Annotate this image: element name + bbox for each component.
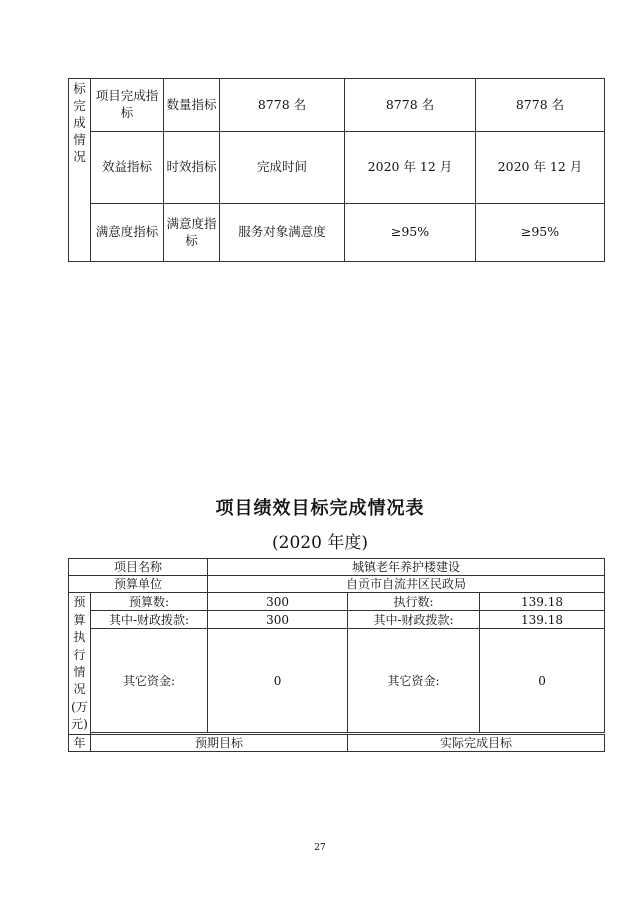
actual-text: ≥95% — [520, 224, 560, 240]
actual-goal-label: 实际完成目标 — [348, 734, 605, 751]
indicator-cell — [164, 204, 220, 262]
target-text: 8778 名 — [385, 96, 435, 112]
actual-cell — [476, 132, 605, 204]
target-cell — [345, 204, 476, 262]
completion-side-label-text: 标 完 成 情 况 — [73, 81, 86, 164]
actual-cell — [476, 79, 605, 132]
detail-cell — [220, 204, 345, 262]
budget-execution-side-label — [69, 593, 91, 734]
budget-unit-label: 预算单位 — [69, 576, 208, 593]
page-title: 项目绩效目标完成情况表 — [215, 498, 425, 519]
detail-text: 8778 名 — [257, 96, 307, 112]
detail-cell — [220, 79, 345, 132]
detail-cell — [220, 132, 345, 204]
indicator-text: 数量指标 — [166, 96, 217, 112]
fiscal-budget-label: 其中-财政拨款: — [91, 611, 208, 629]
executed-value: 139.18 — [480, 593, 605, 611]
other-budget-value: 0 — [208, 629, 348, 733]
report-year: (2020 年度) — [272, 533, 368, 553]
other-executed-value: 0 — [480, 629, 605, 733]
category-cell — [91, 79, 164, 132]
budget-execution-side-text: 预 算 执 行 情 况 (万 元) — [71, 595, 88, 732]
budget-label: 预算数: — [91, 593, 208, 611]
category-cell — [91, 132, 164, 204]
indicator-cell — [164, 79, 220, 132]
fiscal-executed-label: 其中-财政拨款: — [348, 611, 480, 629]
budget-value: 300 — [208, 593, 348, 611]
indicator-text: 满意度指 标 — [166, 215, 217, 248]
expected-goal-label: 预期目标 — [91, 734, 348, 751]
target-text: 2020 年 12 月 — [367, 159, 453, 175]
other-budget-label: 其它资金: — [91, 629, 208, 733]
executed-label: 执行数: — [348, 593, 480, 611]
completion-side-label — [69, 79, 91, 262]
actual-text: 8778 名 — [515, 96, 565, 112]
category-text: 满意度指标 — [95, 224, 159, 240]
actual-cell — [476, 204, 605, 262]
project-name-label: 项目名称 — [69, 559, 208, 576]
fiscal-executed-value: 139.18 — [480, 611, 605, 629]
year-label: 年 — [69, 734, 91, 751]
category-text: 项目完成指 标 — [95, 88, 159, 120]
budget-unit-value: 自贡市自流井区民政局 — [208, 576, 605, 593]
indicator-text: 时效指标 — [166, 159, 217, 175]
target-cell — [345, 79, 476, 132]
target-text: ≥95% — [390, 224, 430, 240]
indicator-cell — [164, 132, 220, 204]
other-executed-label: 其它资金: — [348, 629, 480, 733]
fiscal-budget-value: 300 — [208, 611, 348, 629]
project-name-value: 城镇老年养护楼建设 — [208, 559, 605, 576]
detail-text: 服务对象满意度 — [238, 224, 326, 240]
category-cell — [91, 204, 164, 262]
target-cell — [345, 132, 476, 204]
detail-text: 完成时间 — [256, 159, 307, 175]
category-text: 效益指标 — [101, 159, 152, 175]
actual-text: 2020 年 12 月 — [497, 159, 583, 175]
indicator-table — [68, 78, 605, 262]
page-number: 27 — [314, 843, 326, 853]
performance-summary-table — [68, 558, 605, 752]
